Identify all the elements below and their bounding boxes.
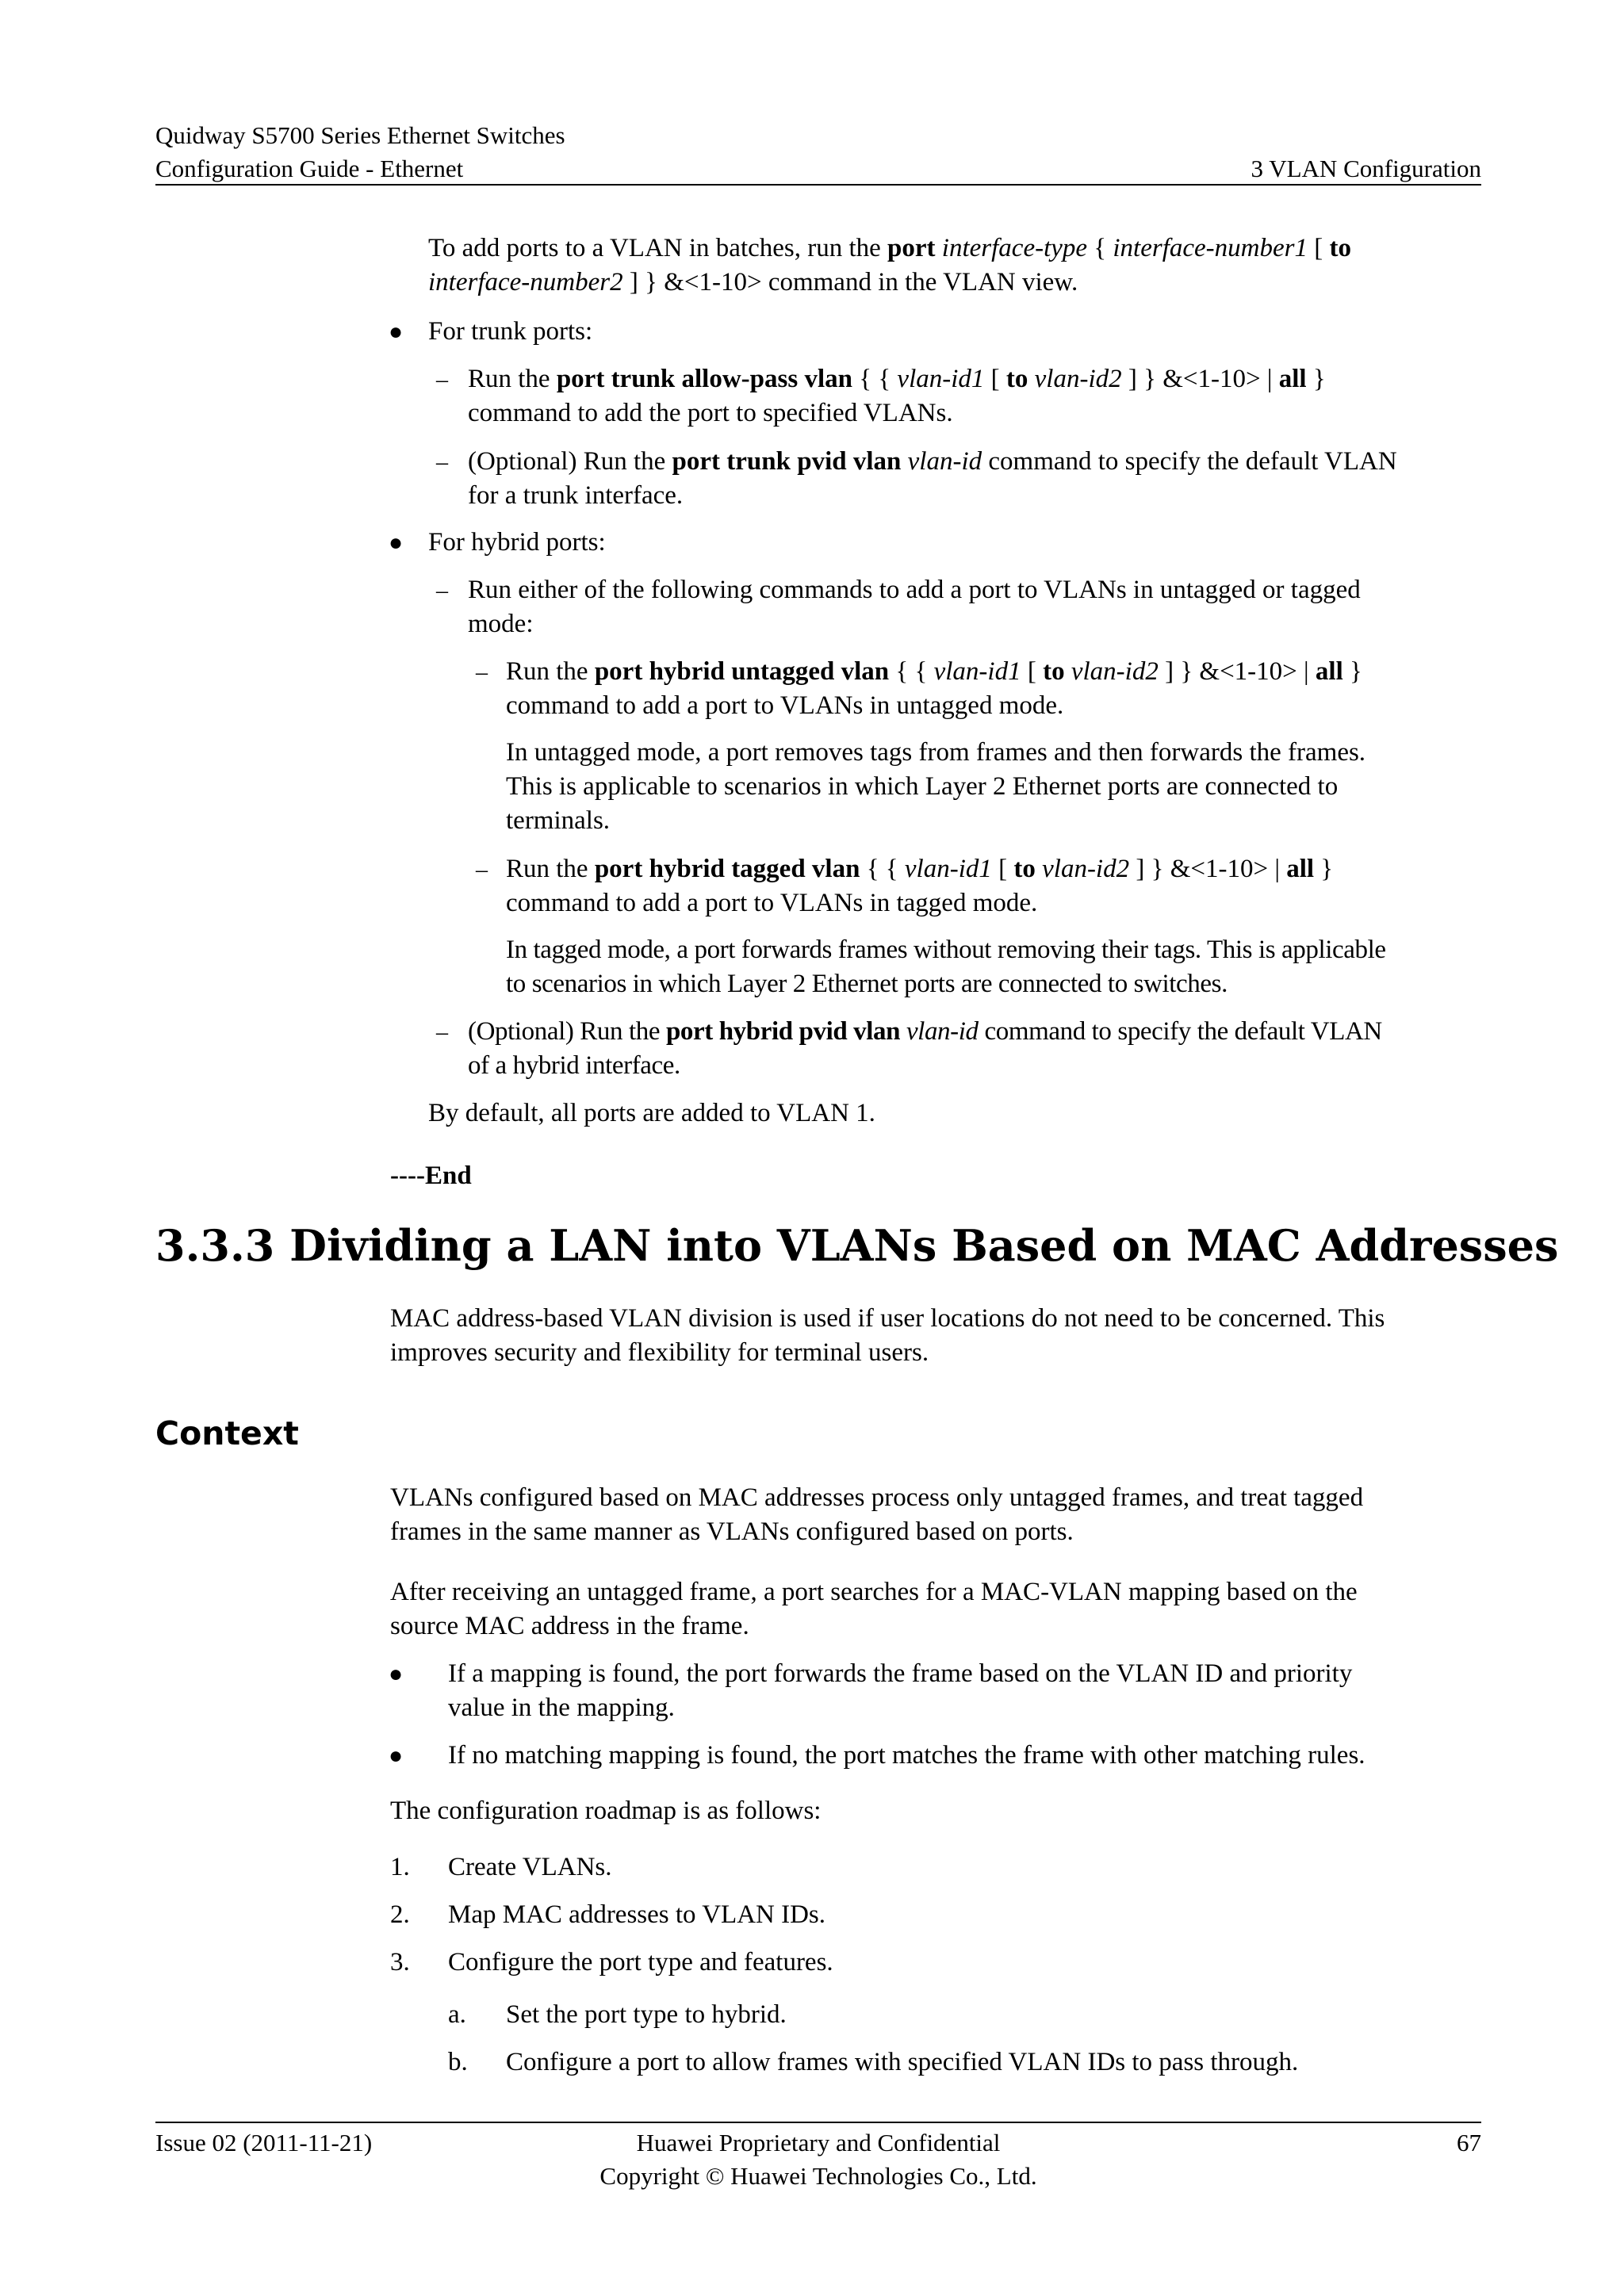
end-mark: ----End (390, 1161, 472, 1190)
context-paragraph-2: After receiving an untagged frame, a port searches for a MAC-VLAN mapping based on the source MAC address in the frame. (390, 1578, 1358, 1640)
substep-text: Configure a port to allow frames with specified VLAN IDs to pass through. (506, 2048, 1299, 2076)
header-product: Quidway S5700 Series Ethernet Switches (155, 121, 565, 149)
context-bullet-2: If no matching mapping is found, the port matches the frame with other matching rules. (448, 1741, 1365, 1770)
footer-center (155, 2126, 1481, 2193)
dash-icon: – (436, 577, 448, 603)
substep-letter: a. (448, 2000, 466, 2029)
step-text: Map MAC addresses to VLAN IDs. (448, 1900, 826, 1929)
trunk-item-allow-pass: Run the port trunk allow-pass vlan { { vlan-id1 [ to vlan-id2 ] } &<1-10> | all } command to add the port to specified VLANs. (468, 365, 1326, 427)
hybrid-tagged-command: Run the port hybrid tagged vlan { { vlan-id1 [ to vlan-id2 ] } &<1-10> | all } command to add a port to VLANs in tagged mode. (506, 855, 1334, 917)
default-vlan-note: By default, all ports are added to VLAN 1. (428, 1099, 875, 1127)
hybrid-untagged-note: In untagged mode, a port removes tags from frames and then forwards the frames. This is applicable to scenarios in which Layer 2 Ethernet ports are connected to terminals. (506, 738, 1366, 835)
header-guide: Configuration Guide - Ethernet (155, 155, 464, 182)
context-bullet-1: If a mapping is found, the port forwards the frame based on the VLAN ID and priority value in the mapping. (448, 1659, 1353, 1722)
footer-confidential: Huawei Proprietary and Confidential (636, 2129, 1001, 2156)
step-number: 3. (390, 1948, 410, 1976)
header-chapter: 3 VLAN Configuration (1251, 155, 1481, 182)
step-number: 1. (390, 1853, 410, 1881)
section-heading: 3.3.3 Dividing a LAN into VLANs Based on MAC Addresses (155, 1220, 1559, 1271)
context-paragraph-1: VLANs configured based on MAC addresses process only untagged frames, and treat tagged frames in the same manner as VLANs configured based on ports. (390, 1483, 1364, 1546)
footer-rule (155, 2122, 1481, 2123)
dash-icon: – (476, 659, 488, 685)
header-rule (155, 184, 1481, 186)
substep-letter: b. (448, 2048, 468, 2076)
section-intro: MAC address-based VLAN division is used if user locations do not need to be concerned. This improves security and flexibility for terminal users. (390, 1304, 1385, 1367)
bullet-icon: ● (389, 530, 404, 556)
hybrid-untagged-command: Run the port hybrid untagged vlan { { vlan-id1 [ to vlan-id2 ] } &<1-10> | all } command to add a port to VLANs in untagged mode. (506, 657, 1362, 720)
step-text: Configure the port type and features. (448, 1948, 833, 1976)
trunk-title: For trunk ports: (428, 317, 593, 346)
trunk-item-pvid: (Optional) Run the port trunk pvid vlan vlan-id command to specify the default VLAN for a trunk interface. (468, 447, 1397, 510)
hybrid-item-modes: Run either of the following commands to add a port to VLANs in untagged or tagged mode: (468, 576, 1361, 638)
page-number: 67 (1457, 2129, 1481, 2156)
page-header (155, 119, 1481, 186)
access-batch-paragraph: To add ports to a VLAN in batches, run the port interface-type { interface-number1 [ to interface-number2 ] } &<1-10> command in the VLAN view. (428, 234, 1351, 297)
dash-icon: – (436, 449, 448, 475)
roadmap-intro: The configuration roadmap is as follows: (390, 1797, 822, 1825)
bullet-icon: ● (389, 1661, 404, 1687)
dash-icon: – (436, 1019, 448, 1045)
step-number: 2. (390, 1900, 410, 1929)
footer-copyright: Copyright © Huawei Technologies Co., Ltd. (599, 2162, 1037, 2190)
hybrid-item-pvid: (Optional) Run the port hybrid pvid vlan vlan-id command to specify the default VLAN of a hybrid interface. (468, 1017, 1382, 1080)
dash-icon: – (476, 856, 488, 882)
bullet-icon: ● (389, 1743, 404, 1769)
hybrid-title: For hybrid ports: (428, 528, 606, 557)
dash-icon: – (436, 366, 448, 392)
footer-issue: Issue 02 (2011-11-21) (155, 2129, 373, 2156)
context-heading: Context (155, 1414, 299, 1452)
hybrid-tagged-note: In tagged mode, a port forwards frames without removing their tags. This is applicable to scenarios in which Layer 2 Ethernet ports are connected to switches. (506, 936, 1386, 998)
bullet-icon: ● (389, 319, 404, 345)
step-text: Create VLANs. (448, 1853, 612, 1881)
substep-text: Set the port type to hybrid. (506, 2000, 787, 2029)
